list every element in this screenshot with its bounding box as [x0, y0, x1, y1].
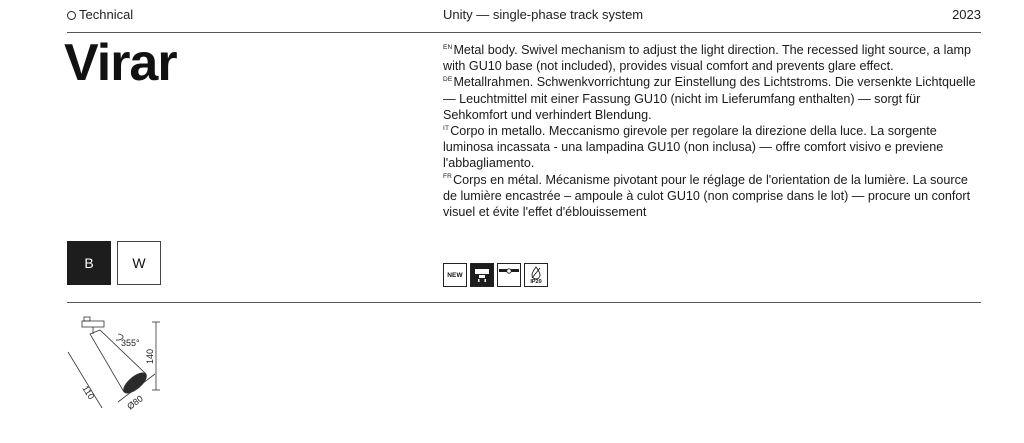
- top-divider: [67, 32, 981, 33]
- circle-icon: [67, 11, 76, 20]
- description-text: Corps en métal. Mécanisme pivotant pour le réglage de l'orientation de la lumière. La source de lumière encastrée – ampoule à culot GU10 (non comprise dans le lot) — procure un confort visuel et évite l'effet d'éblouissement: [443, 172, 971, 220]
- year-label: 2023: [952, 7, 981, 22]
- description-text: Metallrahmen. Schwenkvorrichtung zur Einstellung des Lichtstroms. Die versenkte Lichtquelle — Leuchtmittel mit einer Fassung GU10 (nicht im Lieferumfang enthalten) — sorgt für Sehkomfort und verhindert Blendung.: [443, 75, 976, 122]
- description-text: Metal body. Swivel mechanism to adjust the light direction. The recessed light source, a lamp with GU10 base (not included), provides visual comfort and prevents glare effect.: [443, 43, 971, 74]
- section-label: [67, 7, 133, 23]
- height-label: 140: [145, 348, 155, 364]
- diameter-label: Ø80: [125, 393, 145, 412]
- track-adapter: [82, 321, 104, 327]
- lang-tag: EN: [443, 43, 453, 51]
- description-it: [443, 123, 983, 172]
- rotation-label: 355°: [121, 338, 140, 348]
- description-de: [443, 74, 983, 123]
- product-description: [443, 42, 983, 220]
- lang-tag: IT: [443, 124, 450, 132]
- color-swatch-white[interactable]: W: [117, 241, 161, 285]
- ip-rating-icon: [524, 263, 548, 287]
- product-title: Virar: [64, 34, 177, 92]
- collection-label: Unity — single-phase track system: [443, 7, 644, 22]
- length-label: 110: [80, 383, 97, 402]
- feature-icons: [443, 263, 548, 287]
- section-label-text: Technical: [79, 7, 134, 22]
- ip-rating-label: IP20: [530, 279, 542, 285]
- new-badge-icon: NEW: [443, 263, 467, 287]
- track-mount-icon: [470, 263, 494, 287]
- lang-tag: DE: [443, 76, 453, 84]
- middle-divider: [67, 302, 981, 303]
- technical-drawing: [60, 312, 170, 412]
- description-fr: [443, 172, 983, 221]
- description-en: [443, 42, 983, 74]
- recessed-light-icon: [497, 263, 521, 287]
- description-text: Corpo in metallo. Meccanismo girevole per regolare la direzione della luce. La sorgente luminosa incassata - una lampadina GU10 (non inclusa) — offre comfort visivo e previene l'abbagliamento.: [443, 124, 944, 171]
- color-swatch-black[interactable]: B: [67, 241, 111, 285]
- lang-tag: FR: [443, 173, 453, 181]
